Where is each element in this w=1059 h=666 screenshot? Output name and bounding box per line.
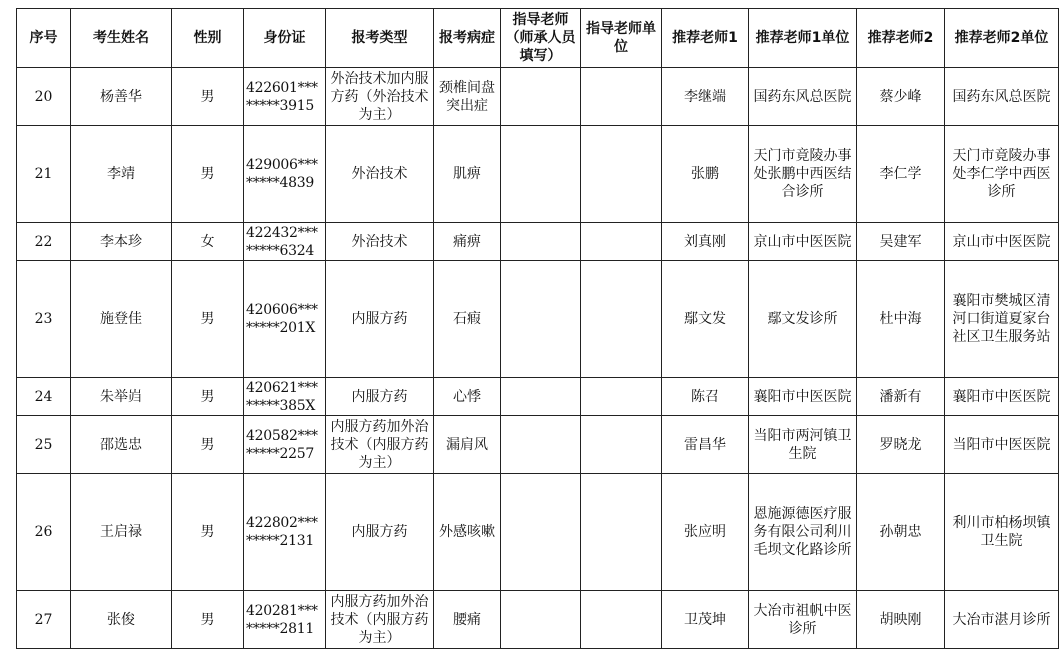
cell-rec2-unit: 利川市柏杨坝镇卫生院 — [945, 474, 1059, 591]
cell-disease: 石瘕 — [434, 261, 501, 378]
cell-guide — [501, 591, 581, 649]
cell-id: 420606*** *****201X — [244, 261, 326, 378]
cell-guide-unit — [581, 223, 662, 261]
cell-guide — [501, 223, 581, 261]
header-id: 身份证 — [244, 9, 326, 68]
cell-guide-unit — [581, 68, 662, 126]
applicant-table — [16, 8, 1059, 649]
cell-type: 内服方药 — [326, 261, 434, 378]
cell-gender: 男 — [172, 474, 244, 591]
cell-no: 27 — [17, 591, 71, 649]
cell-rec2: 李仁学 — [857, 126, 945, 223]
cell-gender: 男 — [172, 68, 244, 126]
cell-rec2: 潘新有 — [857, 378, 945, 416]
cell-no: 20 — [17, 68, 71, 126]
cell-name: 邵选忠 — [71, 416, 172, 474]
cell-no: 23 — [17, 261, 71, 378]
cell-rec1: 雷昌华 — [662, 416, 749, 474]
cell-rec1: 李继端 — [662, 68, 749, 126]
table-row — [17, 416, 1059, 474]
cell-rec1-unit: 天门市竟陵办事处张鹏中西医结合诊所 — [749, 126, 857, 223]
cell-no: 21 — [17, 126, 71, 223]
cell-no: 25 — [17, 416, 71, 474]
cell-guide — [501, 126, 581, 223]
cell-id: 420621*** *****385X — [244, 378, 326, 416]
cell-gender: 男 — [172, 416, 244, 474]
cell-rec1-unit: 国药东风总医院 — [749, 68, 857, 126]
cell-guide — [501, 261, 581, 378]
cell-type: 外治技术 — [326, 223, 434, 261]
cell-name: 朱举岿 — [71, 378, 172, 416]
cell-rec2: 杜中海 — [857, 261, 945, 378]
header-rec2: 推荐老师2 — [857, 9, 945, 68]
table-row — [17, 378, 1059, 416]
cell-type: 内服方药加外治技术（内服方药为主） — [326, 416, 434, 474]
table-body — [17, 68, 1059, 649]
cell-rec2-unit: 天门市竟陵办事处李仁学中西医诊所 — [945, 126, 1059, 223]
cell-disease: 外感咳嗽 — [434, 474, 501, 591]
cell-guide — [501, 378, 581, 416]
cell-gender: 男 — [172, 591, 244, 649]
cell-id: 422432*** *****6324 — [244, 223, 326, 261]
table-row — [17, 474, 1059, 591]
cell-rec1-unit: 襄阳市中医医院 — [749, 378, 857, 416]
cell-rec1-unit: 当阳市两河镇卫生院 — [749, 416, 857, 474]
cell-rec1: 鄢文发 — [662, 261, 749, 378]
header-guide-unit: 指导老师单位 — [581, 9, 662, 68]
cell-name: 施登佳 — [71, 261, 172, 378]
cell-disease: 腰痛 — [434, 591, 501, 649]
cell-rec2: 蔡少峰 — [857, 68, 945, 126]
cell-guide-unit — [581, 378, 662, 416]
cell-disease: 痛痹 — [434, 223, 501, 261]
cell-rec1: 卫茂坤 — [662, 591, 749, 649]
table-row — [17, 68, 1059, 126]
cell-id: 422601*** *****3915 — [244, 68, 326, 126]
cell-rec2-unit: 国药东风总医院 — [945, 68, 1059, 126]
cell-guide — [501, 474, 581, 591]
header-gender: 性别 — [172, 9, 244, 68]
cell-id: 420281*** *****2811 — [244, 591, 326, 649]
cell-rec2-unit: 当阳市中医医院 — [945, 416, 1059, 474]
cell-rec2-unit: 襄阳市中医医院 — [945, 378, 1059, 416]
cell-id: 422802*** *****2131 — [244, 474, 326, 591]
cell-gender: 男 — [172, 378, 244, 416]
cell-rec2-unit: 京山市中医医院 — [945, 223, 1059, 261]
cell-guide — [501, 416, 581, 474]
cell-rec1: 刘真刚 — [662, 223, 749, 261]
cell-rec2: 孙朝忠 — [857, 474, 945, 591]
cell-name: 杨善华 — [71, 68, 172, 126]
cell-type: 内服方药加外治技术（内服方药为主） — [326, 591, 434, 649]
cell-no: 24 — [17, 378, 71, 416]
cell-rec1: 张应明 — [662, 474, 749, 591]
cell-disease: 漏肩风 — [434, 416, 501, 474]
cell-type: 内服方药 — [326, 474, 434, 591]
cell-guide — [501, 68, 581, 126]
table-row — [17, 126, 1059, 223]
cell-rec1-unit: 大冶市祖帆中医诊所 — [749, 591, 857, 649]
cell-name: 王启禄 — [71, 474, 172, 591]
table-row — [17, 223, 1059, 261]
cell-type: 外治技术加内服方药（外治技术为主） — [326, 68, 434, 126]
cell-rec2-unit: 大冶市湛月诊所 — [945, 591, 1059, 649]
cell-rec1: 张鹏 — [662, 126, 749, 223]
cell-rec2: 吴建军 — [857, 223, 945, 261]
cell-guide-unit — [581, 474, 662, 591]
cell-rec1-unit: 鄢文发诊所 — [749, 261, 857, 378]
cell-guide-unit — [581, 416, 662, 474]
cell-disease: 颈椎间盘突出症 — [434, 68, 501, 126]
table-row — [17, 261, 1059, 378]
header-disease: 报考病症 — [434, 9, 501, 68]
header-guide: 指导老师（师承人员填写） — [501, 9, 581, 68]
cell-guide-unit — [581, 126, 662, 223]
cell-disease: 心悸 — [434, 378, 501, 416]
cell-rec2-unit: 襄阳市樊城区清河口街道夏家台社区卫生服务站 — [945, 261, 1059, 378]
header-type: 报考类型 — [326, 9, 434, 68]
header-name: 考生姓名 — [71, 9, 172, 68]
cell-rec1-unit: 京山市中医医院 — [749, 223, 857, 261]
cell-guide-unit — [581, 261, 662, 378]
cell-rec2: 罗晓龙 — [857, 416, 945, 474]
cell-disease: 肌痹 — [434, 126, 501, 223]
cell-name: 李靖 — [71, 126, 172, 223]
header-rec2-unit: 推荐老师2单位 — [945, 9, 1059, 68]
cell-rec2: 胡映刚 — [857, 591, 945, 649]
cell-name: 李本珍 — [71, 223, 172, 261]
cell-name: 张俊 — [71, 591, 172, 649]
cell-gender: 男 — [172, 261, 244, 378]
cell-guide-unit — [581, 591, 662, 649]
cell-id: 420582*** *****2257 — [244, 416, 326, 474]
cell-no: 22 — [17, 223, 71, 261]
header-row — [17, 9, 1059, 68]
cell-gender: 女 — [172, 223, 244, 261]
header-no: 序号 — [17, 9, 71, 68]
cell-type: 外治技术 — [326, 126, 434, 223]
header-rec1: 推荐老师1 — [662, 9, 749, 68]
header-rec1-unit: 推荐老师1单位 — [749, 9, 857, 68]
cell-rec1: 陈召 — [662, 378, 749, 416]
cell-no: 26 — [17, 474, 71, 591]
cell-rec1-unit: 恩施源德医疗服务有限公司利川毛坝文化路诊所 — [749, 474, 857, 591]
cell-gender: 男 — [172, 126, 244, 223]
cell-type: 内服方药 — [326, 378, 434, 416]
cell-id: 429006*** *****4839 — [244, 126, 326, 223]
table-row — [17, 591, 1059, 649]
